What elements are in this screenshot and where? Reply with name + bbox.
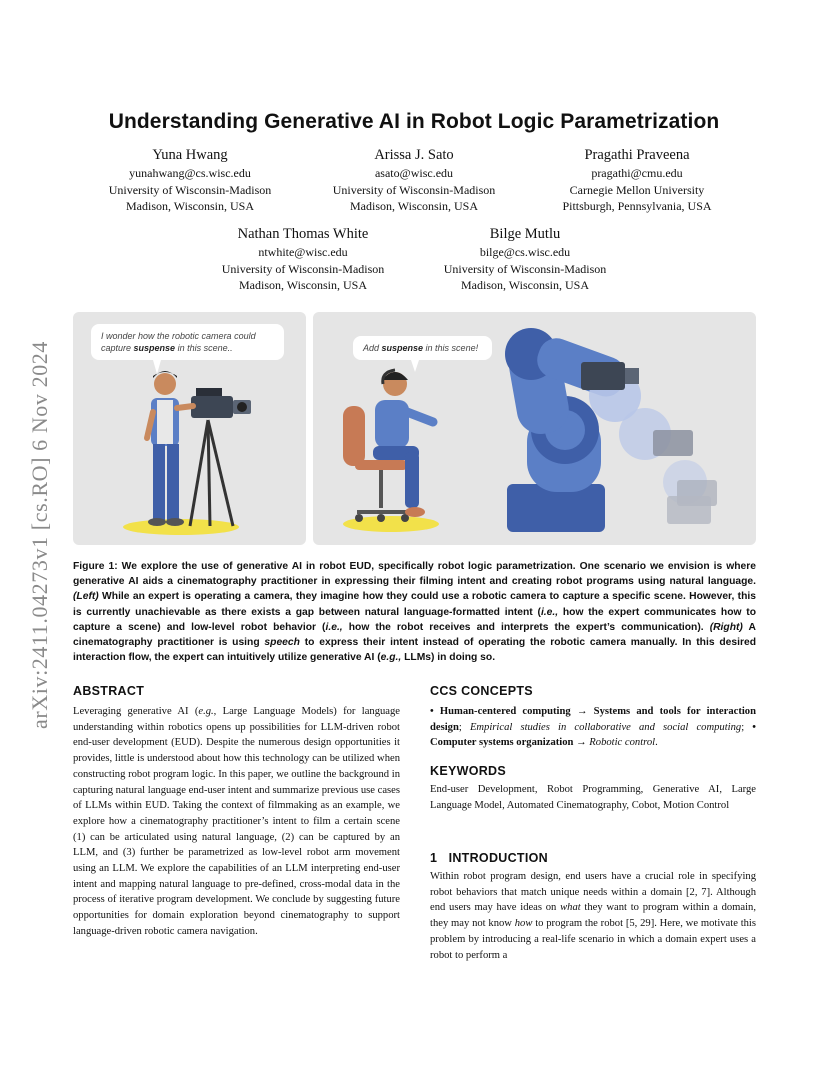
caption-text: While an expert is operating a camera, they imagine how they could use a robotic camera to capture a specific scene. However, this is currently unachievable as there exists a gap between natural language-formatted intent (	[73, 591, 756, 618]
author-location: Madison, Wisconsin, USA	[126, 199, 254, 213]
abstract-body: Large Language Models) for language understanding within robotics opens up possibilities for LLM-driven robot end-user development (EUD). Despite the numerous design opportunities it provides, little is understood about how this technology can be utilized when constructing robot program logic. In this paper, we outline the background in capturing natural language end-user intent and summarize previous use cases of LLMs within EUD. Taking the context of filmmaking as an example, we explore how a cinematography practitioner’s intent to film a certain scene (1) can be articulated using natural language, (2) can be captured by an LLM, and (3) further be parametrized as low-level robot arm movement using an LLM. We explore the capabilities of an LLM interpreting end-user intent and mapping natural language to pre-defined, cross-modal data in the process of iterative program development. We conclude by suggesting future opportunities for domain exploration beyond cinematography to support language-driven robotic camera navigation.	[73, 706, 400, 937]
author-name: Pragathi Praveena	[584, 147, 690, 163]
intro-body: Within robot program design, end users have a crucial role in specifying robot behaviors that match unique needs within a domain [2, 7]. Although end users may have ideas on	[430, 871, 756, 914]
ccs-separator: ;	[741, 721, 753, 733]
author-affiliation: University of Wisconsin-Madison	[221, 261, 385, 276]
arxiv-stamp-text: arXiv:2411.04273v1 [cs.RO] 6 Nov 2024	[27, 340, 52, 730]
abstract-eg: e.g.,	[198, 706, 217, 717]
author-affiliation: Carnegie Mellon University	[569, 182, 705, 197]
ccs-concept: • Computer systems organization →	[430, 721, 756, 749]
caption-text: how the robot receives and interprets the expert’s communication).	[342, 621, 710, 633]
author-location: Madison, Wisconsin, USA	[461, 278, 589, 292]
caption-text: A cinematography practitioner is using	[73, 621, 756, 649]
author-email[interactable]: bilge@cs.wisc.edu	[479, 245, 571, 259]
ccs-separator: ;	[458, 721, 470, 733]
intro-text	[430, 869, 756, 963]
author-block	[415, 225, 635, 294]
bubble-emphasis: suspense	[381, 343, 424, 353]
bubble-text: Add	[363, 343, 382, 353]
arxiv-stamp	[10, 305, 70, 765]
author-block	[304, 146, 524, 215]
author-location: Pittsburgh, Pennsylvania, USA	[562, 199, 712, 213]
bubble-text: in this scene!	[423, 343, 479, 353]
author-location: Madison, Wisconsin, USA	[239, 278, 367, 292]
ccs-heading: CCS CONCEPTS	[430, 684, 533, 698]
author-block	[526, 146, 748, 215]
caption-text: how the expert communicates how to capture a scene) and low-level robot behavior (	[73, 606, 756, 633]
camera-operator-illustration	[73, 312, 306, 545]
author-name: Yuna Hwang	[152, 147, 228, 163]
ccs-concept: Empirical studies in collaborative and social computing	[469, 721, 742, 733]
figure-right-panel	[313, 312, 756, 545]
intro-body: to program the robot [5, 29]. Here, we motivate this problem by introducing a real-life scenario in which a domain expert uses a robot to perform a	[430, 918, 757, 961]
ccs-concept: Robotic control	[589, 737, 656, 749]
ccs-concept: • Human-centered computing → Systems and tools for interaction design	[430, 706, 756, 733]
intro-emphasis: what	[560, 902, 581, 914]
figure-caption	[73, 559, 756, 665]
intro-body: they want to program within a domain, they may not know	[430, 902, 756, 930]
caption-text: Figure 1: We explore the use of generative AI in robot EUD, specifically robot logic parametrization. One scenario we envision is where generative AI aids a cinematography practitioner in expressing their filming intent and creating robot programs using natural language.	[73, 561, 756, 588]
author-name: Arissa J. Sato	[374, 147, 454, 163]
keywords-heading: KEYWORDS	[430, 764, 507, 778]
author-location: Madison, Wisconsin, USA	[350, 199, 478, 213]
author-email[interactable]: pragathi@cmu.edu	[591, 166, 683, 180]
author-block	[80, 146, 300, 215]
caption-speech: speech	[264, 637, 300, 649]
author-email[interactable]: yunahwang@cs.wisc.edu	[129, 166, 251, 180]
author-email[interactable]: ntwhite@wisc.edu	[258, 245, 348, 259]
figure-left-panel	[73, 312, 306, 545]
caption-ie: i.e.,	[540, 606, 559, 618]
keywords-text: End-user Development, Robot Programming, Generative AI, Large Language Model, Automated Cinematography, Cobot, Motion Control	[430, 784, 756, 811]
robot-camera-illustration	[313, 312, 756, 545]
caption-text: LLMs) in doing so.	[401, 652, 496, 664]
caption-text: to express their intent instead of operating the robotic camera manually. In this desired interaction flow, the expert can intuitively utilize generative AI (	[73, 637, 756, 664]
abstract-text	[73, 704, 400, 940]
author-name: Bilge Mutlu	[489, 226, 561, 242]
bubble-emphasis: suspense	[133, 343, 176, 353]
intro-heading: 1 INTRODUCTION	[430, 851, 548, 865]
caption-ie: i.e.,	[325, 621, 343, 633]
intro-emphasis: how	[514, 918, 533, 930]
author-affiliation: University of Wisconsin-Madison	[108, 182, 272, 197]
ccs-separator: .	[655, 737, 658, 749]
author-affiliation: University of Wisconsin-Madison	[332, 182, 496, 197]
author-block	[193, 225, 413, 294]
bubble-line: I wonder how the robotic camera could	[101, 331, 256, 341]
abstract-body: Leveraging generative AI (	[73, 706, 199, 717]
author-email[interactable]: asato@wisc.edu	[374, 166, 454, 180]
bubble-text: in this scene..	[175, 343, 233, 353]
author-name: Nathan Thomas White	[237, 226, 369, 242]
abstract-heading: ABSTRACT	[73, 684, 145, 698]
bubble-text: capture	[101, 343, 134, 353]
caption-left-tag: (Left)	[73, 591, 99, 603]
caption-right-tag: (Right)	[709, 621, 743, 633]
author-affiliation: University of Wisconsin-Madison	[443, 261, 607, 276]
caption-eg: e.g.,	[380, 652, 402, 664]
ccs-text	[430, 704, 756, 751]
paper-title: Understanding Generative AI in Robot Logic Parametrization	[108, 110, 720, 133]
